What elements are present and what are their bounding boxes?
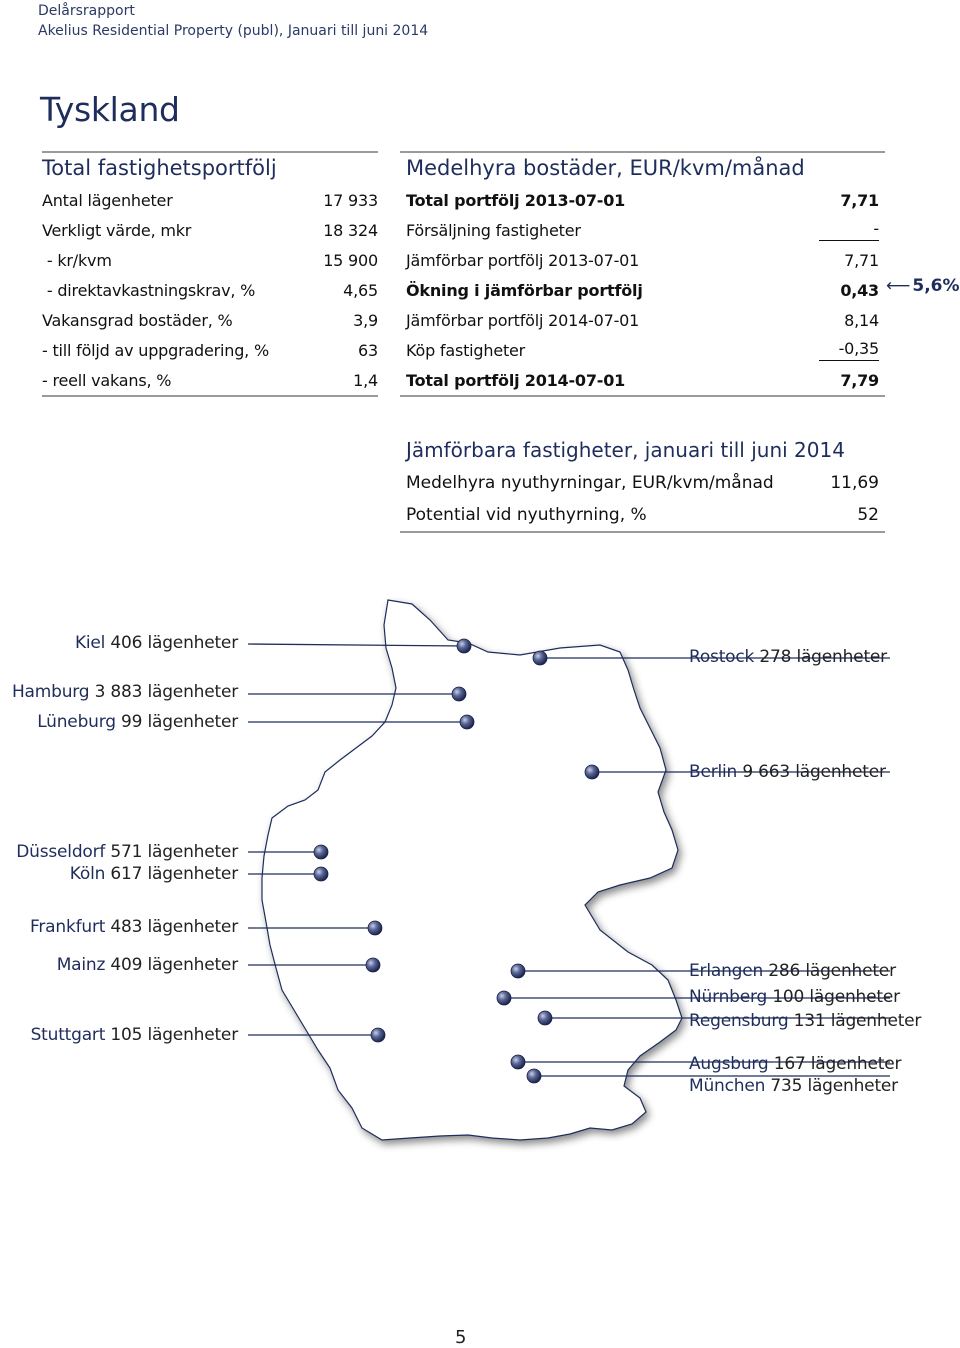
- city-dot-dusseldorf: [314, 845, 328, 859]
- row-value: 17 933: [323, 190, 378, 210]
- row-value: 3,9: [353, 310, 378, 330]
- row-label: Verkligt värde, mkr: [42, 220, 192, 240]
- row-label: Total portfölj 2013-07-01: [406, 190, 626, 210]
- row-value: 18 324: [323, 220, 378, 240]
- city-label-koln: Köln 617 lägenheter: [69, 864, 238, 884]
- city-dot-mainz: [366, 958, 380, 972]
- city-label-nurnberg: Nürnberg 100 lägenheter: [689, 987, 900, 1007]
- page-number: 5: [455, 1327, 467, 1348]
- city-dot-kiel: [457, 639, 471, 653]
- city-dot-stuttgart: [371, 1028, 385, 1042]
- row-label: Medelhyra nyuthyrningar, EUR/kvm/månad: [406, 473, 774, 493]
- row-value: 7,71: [844, 250, 879, 270]
- city-dot-berlin: [585, 765, 599, 779]
- row-value: 8,14: [844, 310, 879, 330]
- city-dot-nurnberg: [497, 991, 511, 1005]
- row-label: Vakansgrad bostäder, %: [42, 310, 233, 330]
- row-value: -0,35: [819, 339, 879, 361]
- city-label-hamburg: Hamburg 3 883 lägenheter: [11, 682, 238, 702]
- portfolio-title: Total fastighetsportfölj: [42, 156, 277, 180]
- city-dot-erlangen: [511, 964, 525, 978]
- row-value: 63: [358, 340, 378, 360]
- row-label: Antal lägenheter: [42, 190, 173, 210]
- row-value: 0,43: [840, 280, 879, 300]
- row-value: 7,71: [840, 190, 879, 210]
- row-label: Försäljning fastigheter: [406, 220, 581, 240]
- city-dot-frankfurt: [368, 921, 382, 935]
- city-dot-hamburg: [452, 687, 466, 701]
- city-label-dusseldorf: Düsseldorf 571 lägenheter: [16, 842, 238, 862]
- row-label: - direktavkastningskrav, %: [42, 280, 256, 300]
- city-label-augsburg: Augsburg 167 lägenheter: [689, 1054, 902, 1074]
- row-value: -: [819, 219, 879, 241]
- city-label-mainz: Mainz 409 lägenheter: [56, 955, 238, 975]
- city-label-kiel: Kiel 406 lägenheter: [74, 633, 238, 653]
- row-label: Total portfölj 2014-07-01: [406, 370, 626, 390]
- row-label: Jämförbar portfölj 2013-07-01: [406, 250, 640, 270]
- company-period: Akelius Residential Property (publ), Januari till juni 2014: [38, 23, 429, 39]
- city-dot-rostock: [533, 651, 547, 665]
- row-label: Köp fastigheter: [406, 340, 526, 360]
- city-dot-luneburg: [460, 715, 474, 729]
- row-value: 4,65: [343, 280, 378, 300]
- city-label-stuttgart: Stuttgart 105 lägenheter: [30, 1025, 238, 1045]
- city-dot-augsburg: [511, 1055, 525, 1069]
- row-label: Potential vid nyuthyrning, %: [406, 505, 647, 525]
- city-label-luneburg: Lüneburg 99 lägenheter: [37, 712, 238, 732]
- city-label-erlangen: Erlangen 286 lägenheter: [689, 961, 896, 981]
- row-value: 1,4: [353, 370, 378, 390]
- city-label-rostock: Rostock 278 lägenheter: [689, 647, 887, 667]
- report-type: Delårsrapport: [38, 3, 135, 19]
- city-dot-regensburg: [538, 1011, 552, 1025]
- row-label: Ökning i jämförbar portfölj: [406, 280, 643, 300]
- rent-title: Medelhyra bostäder, EUR/kvm/månad: [406, 156, 805, 180]
- comparable-title: Jämförbara fastigheter, januari till juni 2014: [406, 438, 845, 462]
- row-label: - kr/kvm: [42, 250, 112, 270]
- row-value: 15 900: [323, 250, 378, 270]
- row-label: - till följd av uppgradering, %: [42, 340, 269, 360]
- city-dot-munchen: [527, 1069, 541, 1083]
- city-label-regensburg: Regensburg 131 lägenheter: [689, 1011, 922, 1031]
- row-value: 52: [857, 505, 879, 525]
- row-value: 11,69: [830, 473, 879, 493]
- city-label-munchen: München 735 lägenheter: [689, 1076, 898, 1096]
- city-dot-koln: [314, 867, 328, 881]
- arrow-left-icon: ⟵: [886, 276, 911, 296]
- row-label: Jämförbar portfölj 2014-07-01: [406, 310, 640, 330]
- row-label: - reell vakans, %: [42, 370, 172, 390]
- page-title: Tyskland: [40, 90, 180, 129]
- row-value: 7,79: [840, 370, 879, 390]
- increase-percent: 5,6%: [912, 276, 960, 296]
- city-label-frankfurt: Frankfurt 483 lägenheter: [30, 917, 238, 937]
- city-label-berlin: Berlin 9 663 lägenheter: [689, 762, 886, 782]
